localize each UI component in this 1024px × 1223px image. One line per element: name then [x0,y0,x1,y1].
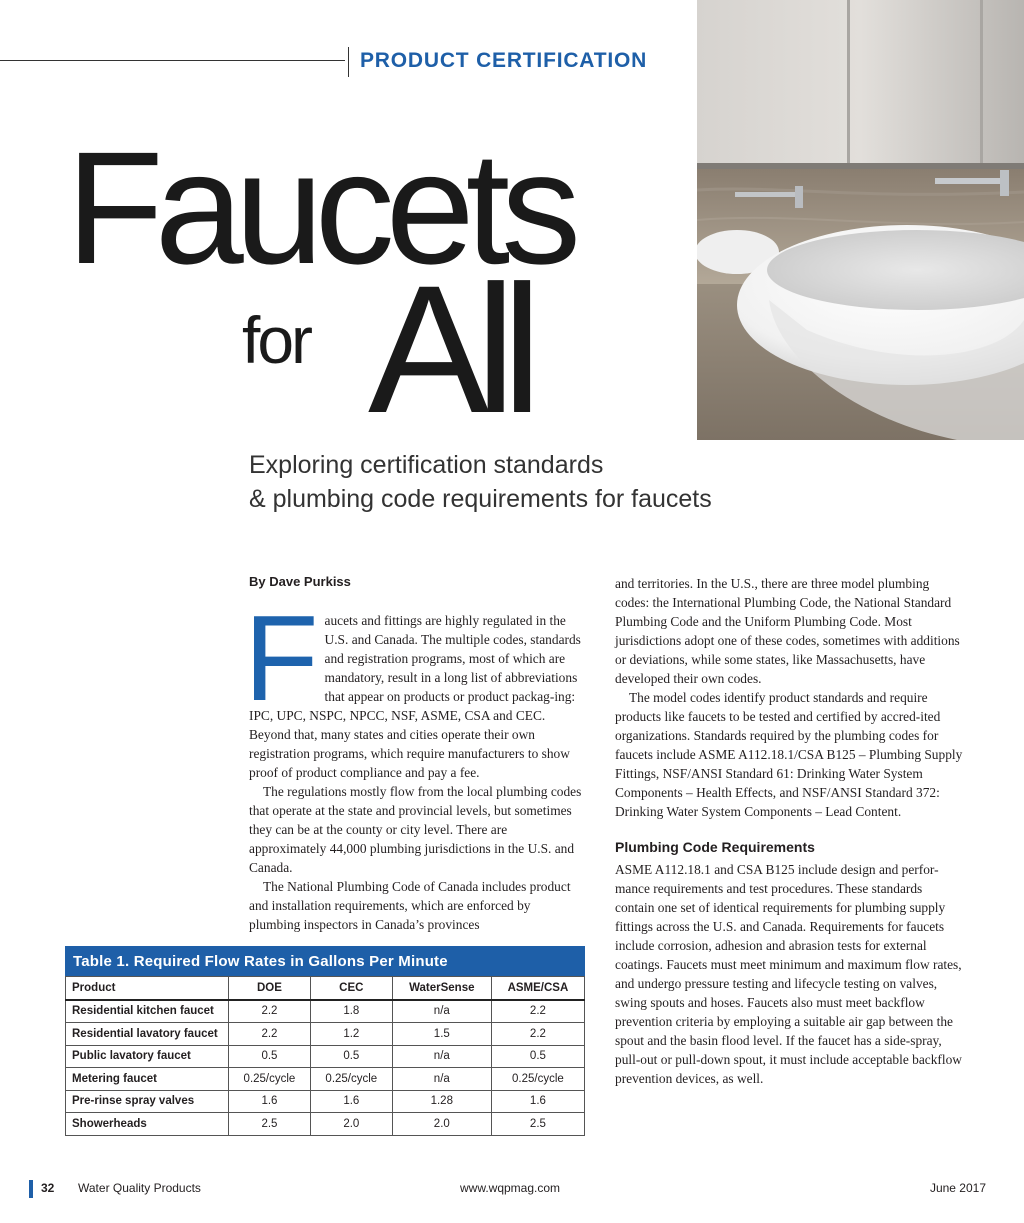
table-header: DOE [229,977,311,1000]
table-cell: 1.6 [491,1090,584,1113]
title-faucets: Faucets [66,118,573,297]
table-cell: 2.2 [491,1000,584,1023]
table-cell: 0.5 [229,1045,311,1068]
byline: By Dave Purkiss [249,574,351,589]
table-row [66,1068,585,1091]
paragraph-5: The model codes identify product standards and require products like faucets to be tested and certified by accred-ited organizations. Standards required by the plumbing codes for faucets include ASME A112.18.1/CSA B125 – Plumbing Supply Fittings, NSF/ANSI Standard 61: Drinking Water System Components – Health Effects, and NSF/ANSI Standard 372: Drinking Water System Components – Lead Content. [615,690,963,819]
table-cell: 2.2 [491,1023,584,1046]
table-cell: Public lavatory faucet [66,1045,229,1068]
table-row [66,1090,585,1113]
table-header-row [66,977,585,1000]
section-label: PRODUCT CERTIFICATION [360,49,648,72]
table-row [66,1000,585,1023]
paragraph-3: The National Plumbing Code of Canada includes product and installation requirements, which are enforced by plumbing inspectors in Canada’s provinces [249,879,571,932]
table-cell: 2.5 [229,1113,311,1136]
body-column-left [244,590,585,934]
publication-name: Water Quality Products [78,1181,201,1195]
table-cell: 0.25/cycle [491,1068,584,1091]
subtitle-line-1: Exploring certification standards [249,451,604,479]
table-row [66,1045,585,1068]
table-cell: 2.2 [229,1000,311,1023]
table-title: Table 1. Required Flow Rates in Gallons Per Minute [65,946,585,976]
title-for: for [242,303,311,377]
publication-url: www.wqpmag.com [460,1181,561,1195]
paragraph-1: aucets and fittings are highly regulated in the U.S. and Canada. The multiple codes, standards and registration programs, most of which are mandatory, result in a long list of abbreviations that appear on products or product packag-ing: IPC, UPC, NSPC, NPCC, NSF, ASME, CSA and CEC. Beyond that, many states and cities operate their own registration programs, which require manufacturers to show proof of product compliance and pay a fee. [249,613,581,780]
table-cell: 2.2 [229,1023,311,1046]
paragraph-2: The regulations mostly flow from the local plumbing codes that operate at the state and provincial levels, but sometimes they can be at the county or city level. There are approximately 44,000 plumbing jurisdictions in the U.S. and Canada. [249,784,582,875]
table-cell: 1.28 [392,1090,491,1113]
table-cell: 1.8 [310,1000,392,1023]
table-header: WaterSense [392,977,491,1000]
table-cell: n/a [392,1000,491,1023]
table-cell: 0.25/cycle [310,1068,392,1091]
paragraph-6: ASME A112.18.1 and CSA B125 include design and perfor-mance requirements and test procedures. These standards contain one set of identical requirements for plumbing supply fittings across the U.S. and Canada. Requirements for faucets include corrosion, adhesion and abrasion tests for external coatings. Faucets must meet minimum and maximum flow rates, and undergo pressure testing and lifecycle testing on valves, swing spouts and hoses. Faucets also must meet backflow prevention criteria by employing a suitable air gap between the spout and the basin flood level. If the faucet has a side-spray, pull-out or pull-down spout, it must include acceptable backflow prevention devices, as well. [615,862,962,1086]
paragraph-4: and territories. In the U.S., there are three model plumbing codes: the International Plumbing Code, the National Standard Plumbing Code and the Uniform Plumbing Code. Most jurisdictions adopt one of these codes, sometimes with additions or deviations, while some states, like Massachusetts, have developed their own codes. [615,576,960,686]
subtitle-line-2: & plumbing code requirements for faucets [249,485,712,513]
table-cell: 1.5 [392,1023,491,1046]
table-cell: n/a [392,1068,491,1091]
table-header: ASME/CSA [491,977,584,1000]
flow-rates-table [65,946,585,1136]
table-cell: 1.2 [310,1023,392,1046]
table-cell: 2.0 [310,1113,392,1136]
footer-accent-bar [29,1180,33,1198]
table-cell: 1.6 [229,1090,311,1113]
table-cell: 2.0 [392,1113,491,1136]
table-header: Product [66,977,229,1000]
page-number: 32 [41,1181,55,1195]
subtitle [249,448,809,516]
table-cell: Residential kitchen faucet [66,1000,229,1023]
table-cell: n/a [392,1045,491,1068]
table-header: CEC [310,977,392,1000]
table-cell: Metering faucet [66,1068,229,1091]
table-row [66,1113,585,1136]
table-cell: 0.25/cycle [229,1068,311,1091]
table-cell: 0.5 [491,1045,584,1068]
header-rule-tick [348,47,349,77]
table-cell: Residential lavatory faucet [66,1023,229,1046]
table-cell: 2.5 [491,1113,584,1136]
body-column-right [615,574,963,1088]
table-cell: Showerheads [66,1113,229,1136]
bathroom-photo [697,0,1024,440]
table-cell: 1.6 [310,1090,392,1113]
issue-date: June 2017 [929,1181,986,1195]
table-row [66,1023,585,1046]
table-cell: Pre-rinse spray valves [66,1090,229,1113]
header-rule [0,60,345,61]
title-all: All [368,247,529,451]
subhead-plumbing-code: Plumbing Code Requirements [615,839,815,855]
table-cell: 0.5 [310,1045,392,1068]
drop-cap: F [244,590,319,726]
